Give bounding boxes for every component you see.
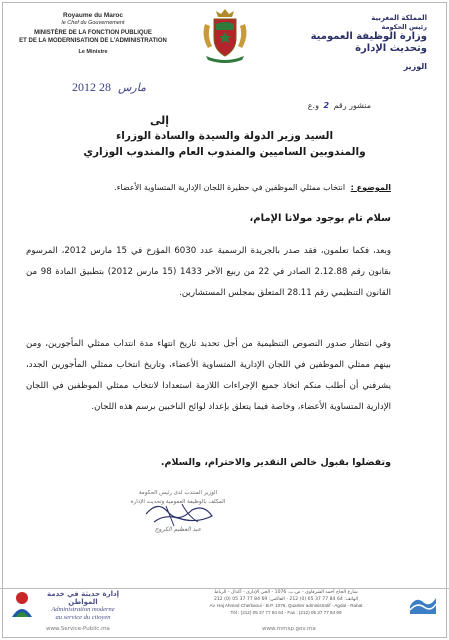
footer-address-fr-2: Tél : (212) 05 37 77 84 64 - Fax : (212) 05 37 77 84 69 bbox=[230, 609, 342, 615]
signature-title-1: الوزير المنتدب لدى رئيس الحكومة bbox=[138, 490, 218, 496]
addressee-line-2: والمندوبين الساميين والمندوب العام والمندوب الوزاري bbox=[83, 146, 366, 159]
salutation: سلام تام بوجود مولانا الإمام، bbox=[249, 213, 391, 224]
footer-divider bbox=[0, 588, 449, 589]
closing-formula: وتفضلوا بقبول خالص التقدير والاحترام، والسلام. bbox=[160, 457, 391, 468]
header-fr-minister: Le Ministre bbox=[78, 48, 108, 55]
header-fr-ministry-2: ET DE LA MODERNISATION DE L'ADMINISTRATION bbox=[19, 37, 167, 44]
reference-suffix: و.ع bbox=[307, 101, 319, 110]
footer-url-service-public[interactable]: www.Service-Public.ma bbox=[46, 626, 110, 632]
signature-block bbox=[108, 488, 248, 540]
signature-title-2: المكلف بالوظيفة العمومية وتحديث الإدارة bbox=[130, 499, 226, 505]
header-fr-ministry: MINISTÈRE DE LA FONCTION PUBLIQUE bbox=[34, 30, 152, 37]
paragraph-1: وبعد، فكما تعلمون، فقد صدر بالجريدة الرسمية عدد 6030 المؤرخ في 15 مارس 2012، المرسوم بقانون رقم 2.12.88 الصادر في 22 من ربيع الآخر 1433 (15 مارس 2012) بتطبيق المادة 98 من القانون التنظيمي رقم 28.11 المتعلق بمجلس المستشارين. bbox=[26, 246, 392, 298]
subject-label: الموضوع : bbox=[350, 183, 391, 192]
header-fr-chef: le Chef du Gouvernement bbox=[61, 19, 125, 26]
header-ar-minister: الوزير bbox=[403, 61, 427, 71]
header-fr-kingdom: Royaume du Maroc bbox=[63, 12, 123, 19]
page-border bbox=[2, 2, 447, 638]
footer-address-ar-1: شارع الحاج أحمد الشرقاوي - ص.ب. 1076 - الحي الإداري - أكدال - الرباط bbox=[214, 590, 358, 595]
footer-address-ar-2: الهاتف: 64 84 77 37 05 (0) 212 - الفاكس: 69 84 77 37 05 (0) 212 bbox=[213, 596, 359, 602]
date-year: 2012 bbox=[72, 80, 96, 94]
service-public-logo-icon bbox=[8, 589, 36, 619]
footer-slogan-fr-2: au service du citoyen bbox=[55, 613, 111, 621]
footer-slogan-ar: إدارة حديثة في خدمة المواطن bbox=[46, 590, 120, 607]
header-ar-government: رئيس الحكومة bbox=[381, 22, 427, 31]
header-arabic bbox=[297, 14, 427, 72]
header-ar-kingdom: المملكة المغربية bbox=[371, 14, 427, 22]
reference-number: 2 bbox=[323, 101, 330, 110]
subject-text: انتخاب ممثلي الموظفين في حظيرة اللجان الإدارية المتساوية الأعضاء. bbox=[114, 183, 346, 192]
subject-line bbox=[20, 183, 391, 192]
footer-url-ministry[interactable]: www.mmsp.gov.ma bbox=[262, 626, 316, 632]
footer-slogan bbox=[38, 590, 128, 621]
footer-slogan-fr-1: Administration moderne bbox=[51, 606, 115, 614]
header-ar-ministry-2: وتحديث الإدارة bbox=[355, 43, 427, 55]
ministry-wave-logo-icon bbox=[408, 590, 438, 616]
header-ar-ministry: وزارة الوظيفة العمومية bbox=[310, 30, 427, 42]
addressee-line-1: السيد وزير الدولة والسيدة والسادة الوزراء bbox=[115, 130, 334, 142]
footer-address-fr-1: Av. Haj Ahmed Cherkaoui - B.P. 1076, Quartier administratif - Agdal - Rabat bbox=[209, 603, 363, 609]
circular-reference bbox=[308, 101, 371, 110]
paragraph-2: وفي انتظار صدور النصوص التنظيمية من أجل تحديد تاريخ انتهاء مدة انتداب ممثلي المأجورين، ومن بينهم ممثلي الموظفين في اللجان الإدارية المتساوية الأعضاء، وتاريخ انتخاب ممثلي المأجورين الجدد، يشرفني أن أطلب منكم اتخاذ جميع الإجراءات اللازمة استعدادا لانتخاب ممثلي الموظفين في اللجان الإدارية المتساوية الأعضاء، وخاصة فيما يتعلق بإعداد لوائح الناخبين برسم هذه اللجان. bbox=[26, 339, 391, 412]
footer-address bbox=[170, 590, 402, 617]
addressee-block bbox=[20, 128, 429, 161]
header-french bbox=[18, 12, 168, 55]
addressee-to: إلى bbox=[149, 114, 170, 127]
date-stamp bbox=[72, 80, 150, 95]
reference-prefix: منشور رقم bbox=[333, 101, 371, 110]
date-day: 28 bbox=[99, 80, 111, 94]
coat-of-arms-icon bbox=[198, 6, 252, 64]
date-month: مارس bbox=[118, 82, 146, 94]
signature-name: عبد العظيم الكروج bbox=[154, 526, 202, 533]
